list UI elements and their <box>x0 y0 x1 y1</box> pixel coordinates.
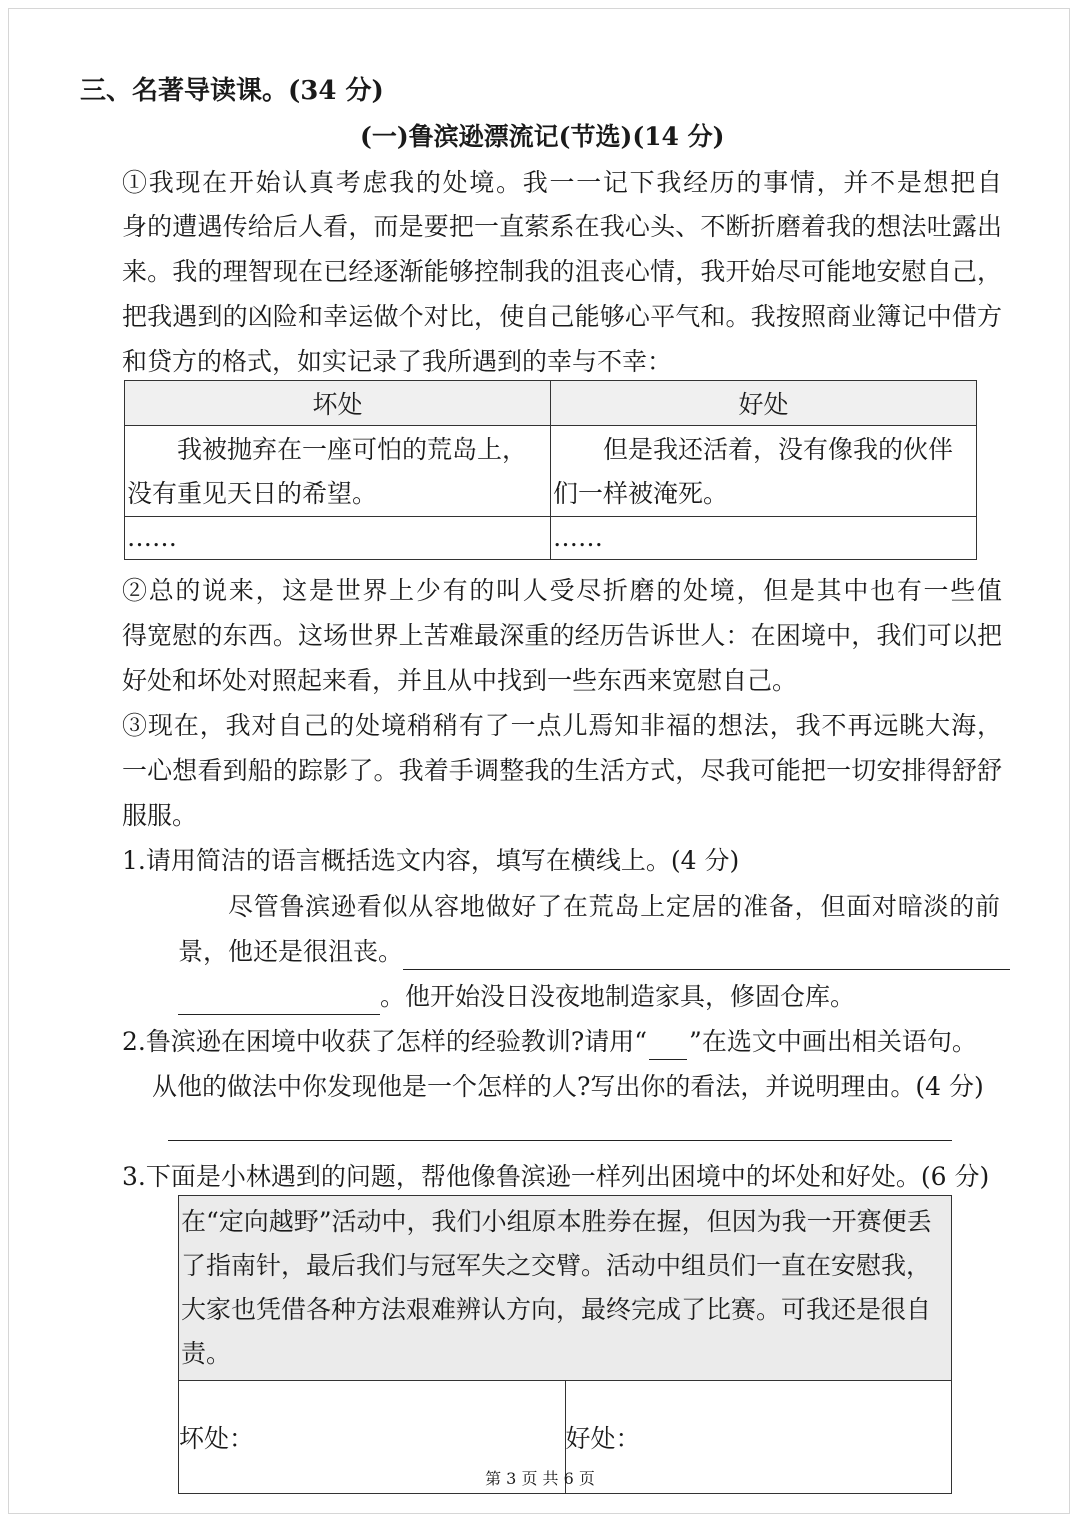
q1-answer-blank-2[interactable] <box>178 980 380 1015</box>
good-cell <box>551 426 977 517</box>
q1-text: 景，他还是很沮丧。 <box>178 937 404 966</box>
p3-line: 服服。 <box>122 801 198 830</box>
p1-line: 把我遇到的凶险和幸运做个对比，使自己能够心平气和。我按照商业簿记中借方 <box>122 302 1002 331</box>
ellipsis-cell <box>551 517 977 560</box>
q3-good-label: 好处： <box>565 1424 641 1453</box>
section-title: 三、名著导读课。(34 分) <box>80 76 384 106</box>
ellipsis-bad: …… <box>127 523 177 552</box>
col-header-good: 好处 <box>551 381 977 426</box>
q1-text-line <box>178 935 1010 970</box>
passage-title: (一)鲁滨逊漂流记(节选)(14 分) <box>360 122 725 151</box>
q1-prompt: 1.请用简洁的语言概括选文内容，填写在横线上。(4 分) <box>122 846 740 875</box>
q2-line2: 从他的做法中你发现他是一个怎样的人?写出你的看法，并说明理由。(4 分) <box>152 1072 984 1101</box>
q1-answer-blank-1[interactable] <box>403 935 1010 970</box>
p1-line: 来。我的理智现在已经逐渐能够控制我的沮丧心情，我开始尽可能地安慰自己， <box>122 257 1002 286</box>
ellipsis-cell <box>125 517 551 560</box>
q3-table <box>178 1195 952 1494</box>
q1-text-line: 尽管鲁滨逊看似从容地做好了在荒岛上定居的准备，但面对暗淡的前 <box>228 892 1000 921</box>
underline-mark <box>649 1025 687 1060</box>
q3-scenario: 在“定向越野”活动中，我们小组原本胜券在握，但因为我一开赛便丢了指南针，最后我们与冠军失之交臂。活动中组员们一直在安慰我，大家也凭借各种方法艰难辨认方向，最终完成了比赛。可我还是很自责。 <box>179 1196 952 1381</box>
bad-text: 我被抛弃在一座可怕的荒岛上，没有重见天日的希望。 <box>127 435 528 508</box>
ellipsis-good: …… <box>553 523 603 552</box>
q2-prompt-a: 2.鲁滨逊在困境中收获了怎样的经验教训?请用“ <box>122 1027 648 1056</box>
q1-text: 。他开始没日没夜地制造家具，修固仓库。 <box>380 982 856 1011</box>
p2-line: ②总的说来，这是世界上少有的叫人受尽折磨的处境，但是其中也有一些值 <box>122 576 1002 605</box>
good-text: 但是我还活着，没有像我的伙伴们一样被淹死。 <box>553 435 954 508</box>
p2-line: 好处和坏处对照起来看，并且从中找到一些东西来宽慰自己。 <box>122 666 798 695</box>
q2-prompt-b: ”在选文中画出相关语句。 <box>689 1027 977 1056</box>
pros-cons-table <box>124 380 977 560</box>
q2-prompt <box>122 1025 977 1060</box>
p1-line: 身的遭遇传给后人看，而是要把一直萦系在我心头、不断折磨着我的想法吐露出 <box>122 212 1002 241</box>
q3-bad-label: 坏处： <box>179 1424 255 1453</box>
col-header-bad: 坏处 <box>125 381 551 426</box>
p3-line: ③现在，我对自己的处境稍稍有了一点儿焉知非福的想法，我不再远眺大海， <box>122 711 1002 740</box>
p1-line: ①我现在开始认真考虑我的处境。我一一记下我经历的事情，并不是想把自 <box>122 168 1002 197</box>
bad-cell <box>125 426 551 517</box>
p2-line: 得宽慰的东西。这场世界上苦难最深重的经历告诉世人：在困境中，我们可以把 <box>122 621 1002 650</box>
p1-line: 和贷方的格式，如实记录了我所遇到的幸与不幸： <box>122 347 673 376</box>
q2-answer-line[interactable] <box>168 1140 952 1141</box>
q3-prompt: 3.下面是小林遇到的问题，帮他像鲁滨逊一样列出困境中的坏处和好处。(6 分) <box>122 1162 990 1191</box>
p3-line: 一心想看到船的踪影了。我着手调整我的生活方式，尽我可能把一切安排得舒舒 <box>122 756 1002 785</box>
q1-text-line <box>178 980 855 1015</box>
page-number: 第 3 页 共 6 页 <box>485 1469 595 1488</box>
